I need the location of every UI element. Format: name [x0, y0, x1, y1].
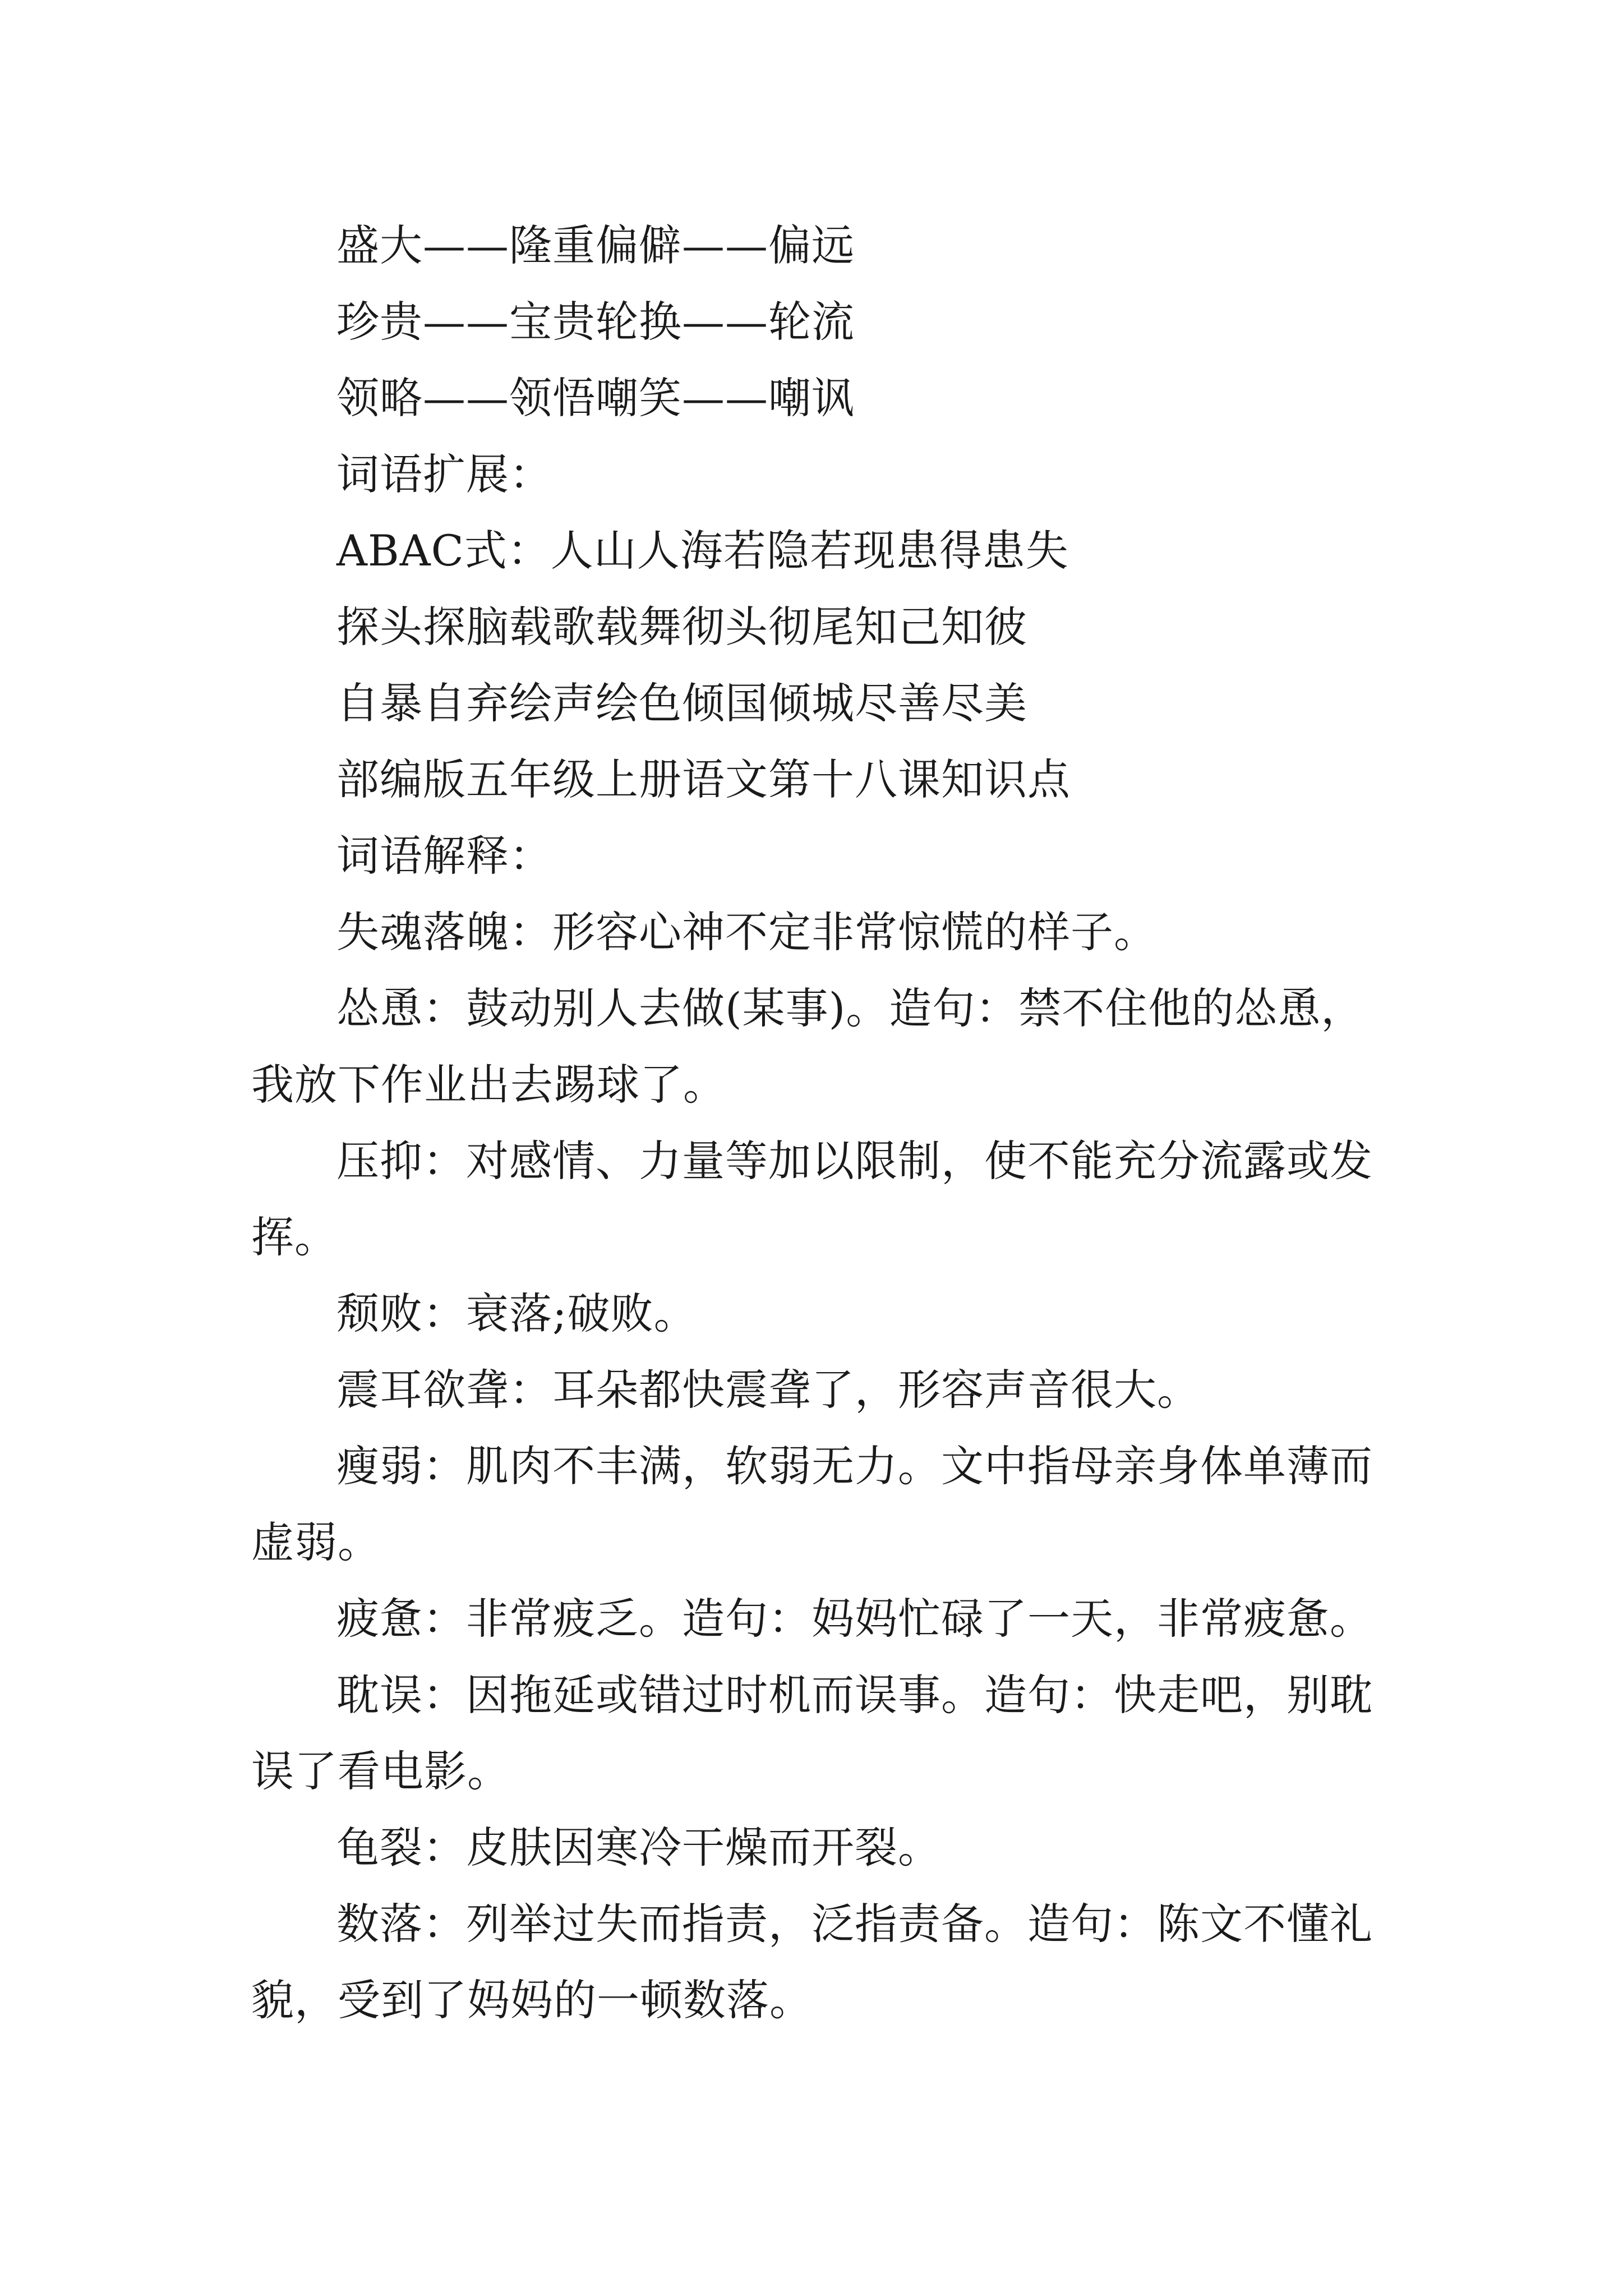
definition-shihunluopo: 失魂落魄：形容心神不定非常惊慌的样子。 — [336, 907, 1157, 957]
synonym-line-3: 领略——领悟嘲笑——嘲讽 — [336, 373, 855, 423]
section-heading-word-expansion: 词语扩展： — [336, 449, 552, 499]
definition-danwu: 耽误：因拖延或错过时机而误事。造句：快走吧，别耽误了看电影。 — [251, 1670, 1373, 1796]
synonym-line-1: 盛大——隆重偏僻——偏远 — [336, 220, 855, 270]
section-heading-word-explanation: 词语解释： — [336, 831, 552, 881]
document-body — [251, 208, 1385, 2039]
definition-shuluo: 数落：列举过失而指责，泛指责备。造句：陈文不懂礼貌，受到了妈妈的一顿数落。 — [251, 1899, 1373, 2025]
synonym-line-2: 珍贵——宝贵轮换——轮流 — [336, 297, 855, 347]
definition-tuibai: 颓败：衰落;破败。 — [336, 1289, 697, 1338]
lesson-title: 部编版五年级上册语文第十八课知识点 — [336, 754, 1071, 804]
definition-yayi: 压抑：对感情、力量等加以限制，使不能充分流露或发挥。 — [251, 1136, 1373, 1262]
abac-words-line-1: ABAC式：人山人海若隐若现患得患失 — [336, 526, 1069, 576]
definition-pibei: 疲惫：非常疲乏。造句：妈妈忙碌了一天，非常疲惫。 — [336, 1594, 1373, 1644]
abac-words-line-2: 探头探脑载歌载舞彻头彻尾知己知彼 — [336, 602, 1027, 652]
definition-zheneryulong: 震耳欲聋：耳朵都快震聋了，形容声音很大。 — [336, 1365, 1200, 1415]
abac-words-line-3: 自暴自弃绘声绘色倾国倾城尽善尽美 — [336, 678, 1027, 728]
definition-shouruo: 瘦弱：肌肉不丰满，软弱无力。文中指母亲身体单薄而虚弱。 — [251, 1441, 1373, 1567]
definition-songyong: 怂恿：鼓动别人去做(某事)。造句：禁不住他的怂恿，我放下作业出去踢球了。 — [251, 983, 1364, 1110]
definition-junlie: 龟裂：皮肤因寒冷干燥而开裂。 — [336, 1823, 941, 1872]
